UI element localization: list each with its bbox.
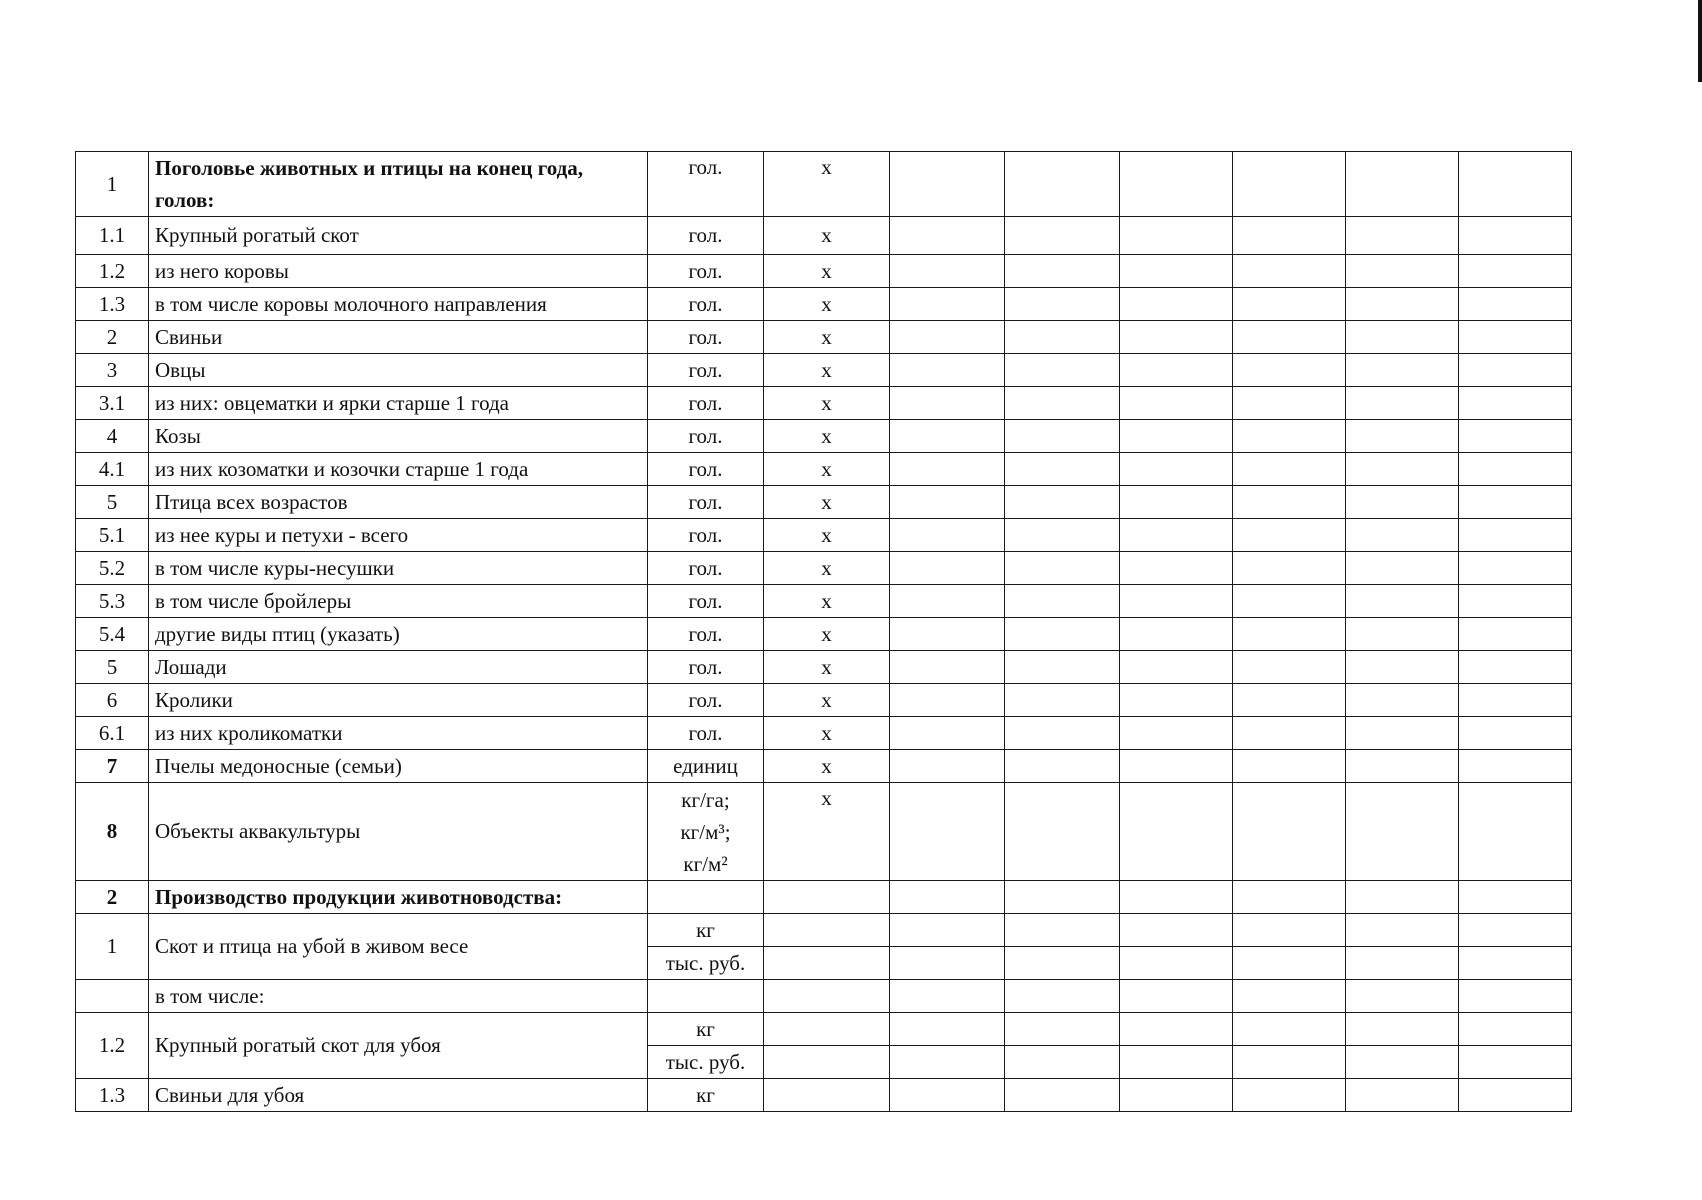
- value-cell[interactable]: [890, 453, 1005, 486]
- value-cell[interactable]: [1346, 255, 1459, 288]
- value-cell[interactable]: [1459, 684, 1572, 717]
- value-cell[interactable]: [1346, 288, 1459, 321]
- table-row: [76, 519, 1572, 552]
- value-cell[interactable]: [1120, 881, 1233, 914]
- row-unit: гол.: [648, 717, 764, 750]
- value-cell[interactable]: [1459, 651, 1572, 684]
- value-cell[interactable]: [1233, 217, 1346, 255]
- row-label: из них козоматки и козочки старше 1 года: [149, 453, 648, 486]
- value-cell[interactable]: [1459, 980, 1572, 1013]
- row-label: Лошади: [149, 651, 648, 684]
- unit-line: кг/м³;: [680, 819, 731, 844]
- value-cell[interactable]: [1233, 585, 1346, 618]
- row-number: 3.1: [76, 387, 149, 420]
- value-cell[interactable]: [1120, 914, 1233, 947]
- value-cell[interactable]: [1233, 321, 1346, 354]
- table-row: [76, 651, 1572, 684]
- value-cell[interactable]: [1459, 519, 1572, 552]
- value-cell[interactable]: [1120, 255, 1233, 288]
- value-cell[interactable]: [1346, 783, 1459, 881]
- row-label: Козы: [149, 420, 648, 453]
- row-x-mark: x: [764, 255, 890, 288]
- value-cell[interactable]: [1005, 519, 1120, 552]
- value-cell[interactable]: [1459, 453, 1572, 486]
- row-number: 6.1: [76, 717, 149, 750]
- value-cell[interactable]: [1346, 420, 1459, 453]
- value-cell[interactable]: [1005, 1046, 1120, 1079]
- row-unit: гол.: [648, 387, 764, 420]
- value-cell[interactable]: [1005, 486, 1120, 519]
- value-cell[interactable]: [764, 947, 890, 980]
- value-cell[interactable]: [1459, 552, 1572, 585]
- row-x-mark: x: [764, 585, 890, 618]
- row-unit: гол.: [648, 453, 764, 486]
- value-cell[interactable]: [1120, 684, 1233, 717]
- row-label: из них: овцематки и ярки старше 1 года: [149, 387, 648, 420]
- value-cell[interactable]: [1233, 914, 1346, 947]
- row-unit: [648, 783, 764, 881]
- table-row: [76, 618, 1572, 651]
- row-x-mark: x: [764, 420, 890, 453]
- table-row: [76, 750, 1572, 783]
- row-unit: гол.: [648, 684, 764, 717]
- value-cell[interactable]: [1459, 1046, 1572, 1079]
- row-label: из них кроликоматки: [149, 717, 648, 750]
- table-row: [76, 980, 1572, 1013]
- row-unit: гол.: [648, 585, 764, 618]
- value-cell[interactable]: [890, 1079, 1005, 1112]
- row-label: из него коровы: [149, 255, 648, 288]
- value-cell[interactable]: [1005, 354, 1120, 387]
- value-cell[interactable]: [1346, 947, 1459, 980]
- row-unit: [648, 881, 764, 914]
- row-label: Крупный рогатый скот: [149, 217, 648, 255]
- row-unit: единиц: [648, 750, 764, 783]
- value-cell[interactable]: [890, 217, 1005, 255]
- value-cell[interactable]: [890, 750, 1005, 783]
- row-label: в том числе куры-несушки: [149, 552, 648, 585]
- row-label: Производство продукции животноводства:: [149, 881, 648, 914]
- table-row: [76, 585, 1572, 618]
- row-number: 1.3: [76, 288, 149, 321]
- row-unit: гол.: [648, 519, 764, 552]
- value-cell[interactable]: [1005, 255, 1120, 288]
- value-cell[interactable]: [890, 881, 1005, 914]
- row-unit: гол.: [648, 651, 764, 684]
- value-cell[interactable]: [1233, 152, 1346, 217]
- table-row: [76, 255, 1572, 288]
- value-cell[interactable]: [1459, 1013, 1572, 1046]
- row-label: в том числе бройлеры: [149, 585, 648, 618]
- row-number: 7: [76, 750, 149, 783]
- value-cell[interactable]: [1005, 980, 1120, 1013]
- value-cell[interactable]: [1233, 750, 1346, 783]
- row-unit: [648, 980, 764, 1013]
- value-cell[interactable]: [1120, 1046, 1233, 1079]
- row-x-mark: x: [764, 552, 890, 585]
- value-cell[interactable]: [1346, 453, 1459, 486]
- value-cell[interactable]: [890, 486, 1005, 519]
- value-cell[interactable]: [890, 783, 1005, 881]
- row-number: 5: [76, 651, 149, 684]
- value-cell[interactable]: [1120, 217, 1233, 255]
- row-number: 1.3: [76, 1079, 149, 1112]
- value-cell[interactable]: [1120, 1079, 1233, 1112]
- value-cell[interactable]: [1346, 552, 1459, 585]
- value-cell[interactable]: [1233, 519, 1346, 552]
- table-row: [76, 217, 1572, 255]
- value-cell[interactable]: [890, 519, 1005, 552]
- value-cell[interactable]: [1459, 1079, 1572, 1112]
- value-cell[interactable]: [1233, 783, 1346, 881]
- value-cell[interactable]: [1346, 881, 1459, 914]
- row-label: в том числе:: [149, 980, 648, 1013]
- value-cell[interactable]: [1459, 387, 1572, 420]
- value-cell[interactable]: [1233, 947, 1346, 980]
- row-unit: гол.: [648, 288, 764, 321]
- row-x-mark: [764, 881, 890, 914]
- value-cell[interactable]: [1233, 288, 1346, 321]
- value-cell[interactable]: [890, 288, 1005, 321]
- value-cell[interactable]: [890, 387, 1005, 420]
- value-cell[interactable]: [1459, 152, 1572, 217]
- row-label: из нее куры и петухи - всего: [149, 519, 648, 552]
- value-cell[interactable]: [1120, 651, 1233, 684]
- row-unit: кг: [648, 1013, 764, 1046]
- row-x-mark: x: [764, 783, 890, 881]
- value-cell[interactable]: [1005, 420, 1120, 453]
- value-cell[interactable]: [1120, 947, 1233, 980]
- value-cell[interactable]: [1005, 217, 1120, 255]
- value-cell[interactable]: [1120, 486, 1233, 519]
- row-unit: гол.: [648, 152, 764, 217]
- value-cell[interactable]: [1005, 750, 1120, 783]
- value-cell[interactable]: [1120, 387, 1233, 420]
- table-row: [76, 486, 1572, 519]
- value-cell[interactable]: [1233, 387, 1346, 420]
- row-x-mark: x: [764, 618, 890, 651]
- value-cell[interactable]: [1346, 1013, 1459, 1046]
- value-cell[interactable]: [1005, 552, 1120, 585]
- value-cell[interactable]: [1346, 387, 1459, 420]
- row-number: 1: [76, 914, 149, 980]
- value-cell[interactable]: [1459, 486, 1572, 519]
- row-x-mark: x: [764, 387, 890, 420]
- value-cell[interactable]: [1005, 881, 1120, 914]
- row-unit: гол.: [648, 486, 764, 519]
- value-cell[interactable]: [1005, 914, 1120, 947]
- unit-line: кг/га;: [681, 787, 730, 812]
- value-cell[interactable]: [1346, 519, 1459, 552]
- value-cell[interactable]: [1120, 420, 1233, 453]
- value-cell[interactable]: [1346, 1046, 1459, 1079]
- value-cell[interactable]: [890, 947, 1005, 980]
- row-number: 3: [76, 354, 149, 387]
- table-row: [76, 288, 1572, 321]
- value-cell[interactable]: [890, 717, 1005, 750]
- value-cell[interactable]: [1233, 552, 1346, 585]
- value-cell[interactable]: [890, 980, 1005, 1013]
- value-cell[interactable]: [1346, 980, 1459, 1013]
- value-cell[interactable]: [1459, 750, 1572, 783]
- row-x-mark: x: [764, 288, 890, 321]
- value-cell[interactable]: [1233, 420, 1346, 453]
- row-label: Кролики: [149, 684, 648, 717]
- row-x-mark: x: [764, 684, 890, 717]
- value-cell[interactable]: [1005, 684, 1120, 717]
- table-row: [76, 783, 1572, 881]
- value-cell[interactable]: [1459, 288, 1572, 321]
- value-cell[interactable]: [1005, 1013, 1120, 1046]
- value-cell[interactable]: [1233, 684, 1346, 717]
- row-x-mark: x: [764, 717, 890, 750]
- value-cell[interactable]: [1120, 717, 1233, 750]
- value-cell[interactable]: [1459, 321, 1572, 354]
- row-number: 5: [76, 486, 149, 519]
- value-cell[interactable]: [1346, 152, 1459, 217]
- value-cell[interactable]: [1346, 684, 1459, 717]
- table-row: [76, 1079, 1572, 1112]
- value-cell[interactable]: [1459, 881, 1572, 914]
- row-unit: тыс. руб.: [648, 1046, 764, 1079]
- value-cell[interactable]: [890, 321, 1005, 354]
- value-cell[interactable]: [890, 1013, 1005, 1046]
- row-unit: гол.: [648, 420, 764, 453]
- row-x-mark: x: [764, 750, 890, 783]
- table-row: [76, 881, 1572, 914]
- value-cell[interactable]: [1005, 783, 1120, 881]
- row-unit: гол.: [648, 552, 764, 585]
- value-cell[interactable]: [890, 152, 1005, 217]
- row-label: Свиньи для убоя: [149, 1079, 648, 1112]
- value-cell[interactable]: [1346, 914, 1459, 947]
- value-cell[interactable]: [1233, 1013, 1346, 1046]
- value-cell[interactable]: [1346, 651, 1459, 684]
- value-cell[interactable]: [1459, 947, 1572, 980]
- value-cell[interactable]: [1005, 288, 1120, 321]
- value-cell[interactable]: [1005, 387, 1120, 420]
- value-cell[interactable]: [1346, 354, 1459, 387]
- value-cell[interactable]: [890, 552, 1005, 585]
- value-cell[interactable]: [1120, 552, 1233, 585]
- value-cell[interactable]: [1233, 1079, 1346, 1112]
- row-unit: гол.: [648, 321, 764, 354]
- value-cell[interactable]: [1459, 717, 1572, 750]
- value-cell[interactable]: [1120, 618, 1233, 651]
- table-row: [76, 914, 1572, 947]
- table-row: [76, 453, 1572, 486]
- row-number: 1.2: [76, 255, 149, 288]
- row-x-mark: x: [764, 354, 890, 387]
- value-cell[interactable]: [1459, 783, 1572, 881]
- value-cell[interactable]: [1233, 651, 1346, 684]
- value-cell[interactable]: [1005, 453, 1120, 486]
- value-cell[interactable]: [1459, 585, 1572, 618]
- value-cell[interactable]: [1346, 618, 1459, 651]
- table-row: [76, 152, 1572, 217]
- row-label: Овцы: [149, 354, 648, 387]
- row-unit: кг: [648, 1079, 764, 1112]
- row-number: 1.1: [76, 217, 149, 255]
- row-label: в том числе коровы молочного направления: [149, 288, 648, 321]
- row-x-mark: x: [764, 321, 890, 354]
- value-cell[interactable]: [1120, 152, 1233, 217]
- row-label: Пчелы медоносные (семьи): [149, 750, 648, 783]
- value-cell[interactable]: [890, 914, 1005, 947]
- row-label: Свиньи: [149, 321, 648, 354]
- row-label: Скот и птица на убой в живом весе: [149, 914, 648, 980]
- table-row: [76, 420, 1572, 453]
- value-cell[interactable]: [890, 354, 1005, 387]
- row-number: 2: [76, 881, 149, 914]
- value-cell[interactable]: [1233, 354, 1346, 387]
- row-unit: гол.: [648, 217, 764, 255]
- table-row: [76, 552, 1572, 585]
- value-cell[interactable]: [890, 1046, 1005, 1079]
- value-cell[interactable]: [1005, 585, 1120, 618]
- row-label: Объекты аквакультуры: [149, 783, 648, 881]
- value-cell[interactable]: [1346, 486, 1459, 519]
- value-cell[interactable]: [1120, 585, 1233, 618]
- row-unit: гол.: [648, 618, 764, 651]
- row-x-mark: x: [764, 453, 890, 486]
- value-cell[interactable]: [1459, 618, 1572, 651]
- row-number: 1: [76, 152, 149, 217]
- row-label: Крупный рогатый скот для убоя: [149, 1013, 648, 1079]
- value-cell[interactable]: [1233, 486, 1346, 519]
- row-label: другие виды птиц (указать): [149, 618, 648, 651]
- row-label: Поголовье животных и птицы на конец года, голов:: [149, 152, 648, 217]
- value-cell[interactable]: [1120, 1013, 1233, 1046]
- row-number: 8: [76, 783, 149, 881]
- value-cell[interactable]: [890, 420, 1005, 453]
- value-cell[interactable]: [890, 618, 1005, 651]
- value-cell[interactable]: [1346, 217, 1459, 255]
- table-row: [76, 684, 1572, 717]
- value-cell[interactable]: [1120, 519, 1233, 552]
- row-x-mark: x: [764, 217, 890, 255]
- value-cell[interactable]: [764, 1079, 890, 1112]
- row-unit: тыс. руб.: [648, 947, 764, 980]
- value-cell[interactable]: [1005, 651, 1120, 684]
- value-cell[interactable]: [764, 1046, 890, 1079]
- value-cell[interactable]: [1233, 1046, 1346, 1079]
- value-cell[interactable]: [1120, 750, 1233, 783]
- row-number: 4.1: [76, 453, 149, 486]
- row-number: 2: [76, 321, 149, 354]
- value-cell[interactable]: [1233, 881, 1346, 914]
- table-row: [76, 1013, 1572, 1046]
- row-x-mark: x: [764, 486, 890, 519]
- value-cell[interactable]: [890, 684, 1005, 717]
- value-cell[interactable]: [1120, 321, 1233, 354]
- value-cell[interactable]: [764, 914, 890, 947]
- table-row: [76, 354, 1572, 387]
- value-cell[interactable]: [1005, 717, 1120, 750]
- value-cell[interactable]: [764, 980, 890, 1013]
- value-cell[interactable]: [1120, 288, 1233, 321]
- value-cell[interactable]: [1005, 618, 1120, 651]
- row-number: 5.3: [76, 585, 149, 618]
- value-cell[interactable]: [1459, 255, 1572, 288]
- value-cell[interactable]: [1233, 255, 1346, 288]
- value-cell[interactable]: [1233, 717, 1346, 750]
- row-number: [76, 980, 149, 1013]
- value-cell[interactable]: [1233, 453, 1346, 486]
- livestock-table: [75, 151, 1572, 1112]
- value-cell[interactable]: [890, 585, 1005, 618]
- value-cell[interactable]: [890, 255, 1005, 288]
- row-number: 4: [76, 420, 149, 453]
- value-cell[interactable]: [1346, 1079, 1459, 1112]
- value-cell[interactable]: [1459, 914, 1572, 947]
- row-unit: кг: [648, 914, 764, 947]
- value-cell[interactable]: [1005, 152, 1120, 217]
- value-cell[interactable]: [764, 1013, 890, 1046]
- value-cell[interactable]: [890, 651, 1005, 684]
- value-cell[interactable]: [1346, 585, 1459, 618]
- value-cell[interactable]: [1459, 217, 1572, 255]
- row-number: 6: [76, 684, 149, 717]
- value-cell[interactable]: [1346, 321, 1459, 354]
- row-unit: гол.: [648, 354, 764, 387]
- value-cell[interactable]: [1233, 618, 1346, 651]
- value-cell[interactable]: [1120, 980, 1233, 1013]
- value-cell[interactable]: [1005, 1079, 1120, 1112]
- row-number: 5.4: [76, 618, 149, 651]
- row-number: 1.2: [76, 1013, 149, 1079]
- row-x-mark: x: [764, 651, 890, 684]
- row-number: 5.2: [76, 552, 149, 585]
- row-x-mark: x: [764, 519, 890, 552]
- unit-line: кг/м²: [683, 851, 728, 876]
- table-row: [76, 387, 1572, 420]
- row-number: 5.1: [76, 519, 149, 552]
- row-label: Птица всех возрастов: [149, 486, 648, 519]
- value-cell[interactable]: [1005, 321, 1120, 354]
- value-cell[interactable]: [1120, 354, 1233, 387]
- row-x-mark: x: [764, 152, 890, 217]
- table-row: [76, 717, 1572, 750]
- value-cell[interactable]: [1346, 717, 1459, 750]
- table-row: [76, 321, 1572, 354]
- value-cell[interactable]: [1120, 453, 1233, 486]
- value-cell[interactable]: [1346, 750, 1459, 783]
- value-cell[interactable]: [1459, 420, 1572, 453]
- page-edge-mark: [1698, 0, 1702, 82]
- value-cell[interactable]: [1005, 947, 1120, 980]
- row-unit: гол.: [648, 255, 764, 288]
- value-cell[interactable]: [1459, 354, 1572, 387]
- value-cell[interactable]: [1233, 980, 1346, 1013]
- value-cell[interactable]: [1120, 783, 1233, 881]
